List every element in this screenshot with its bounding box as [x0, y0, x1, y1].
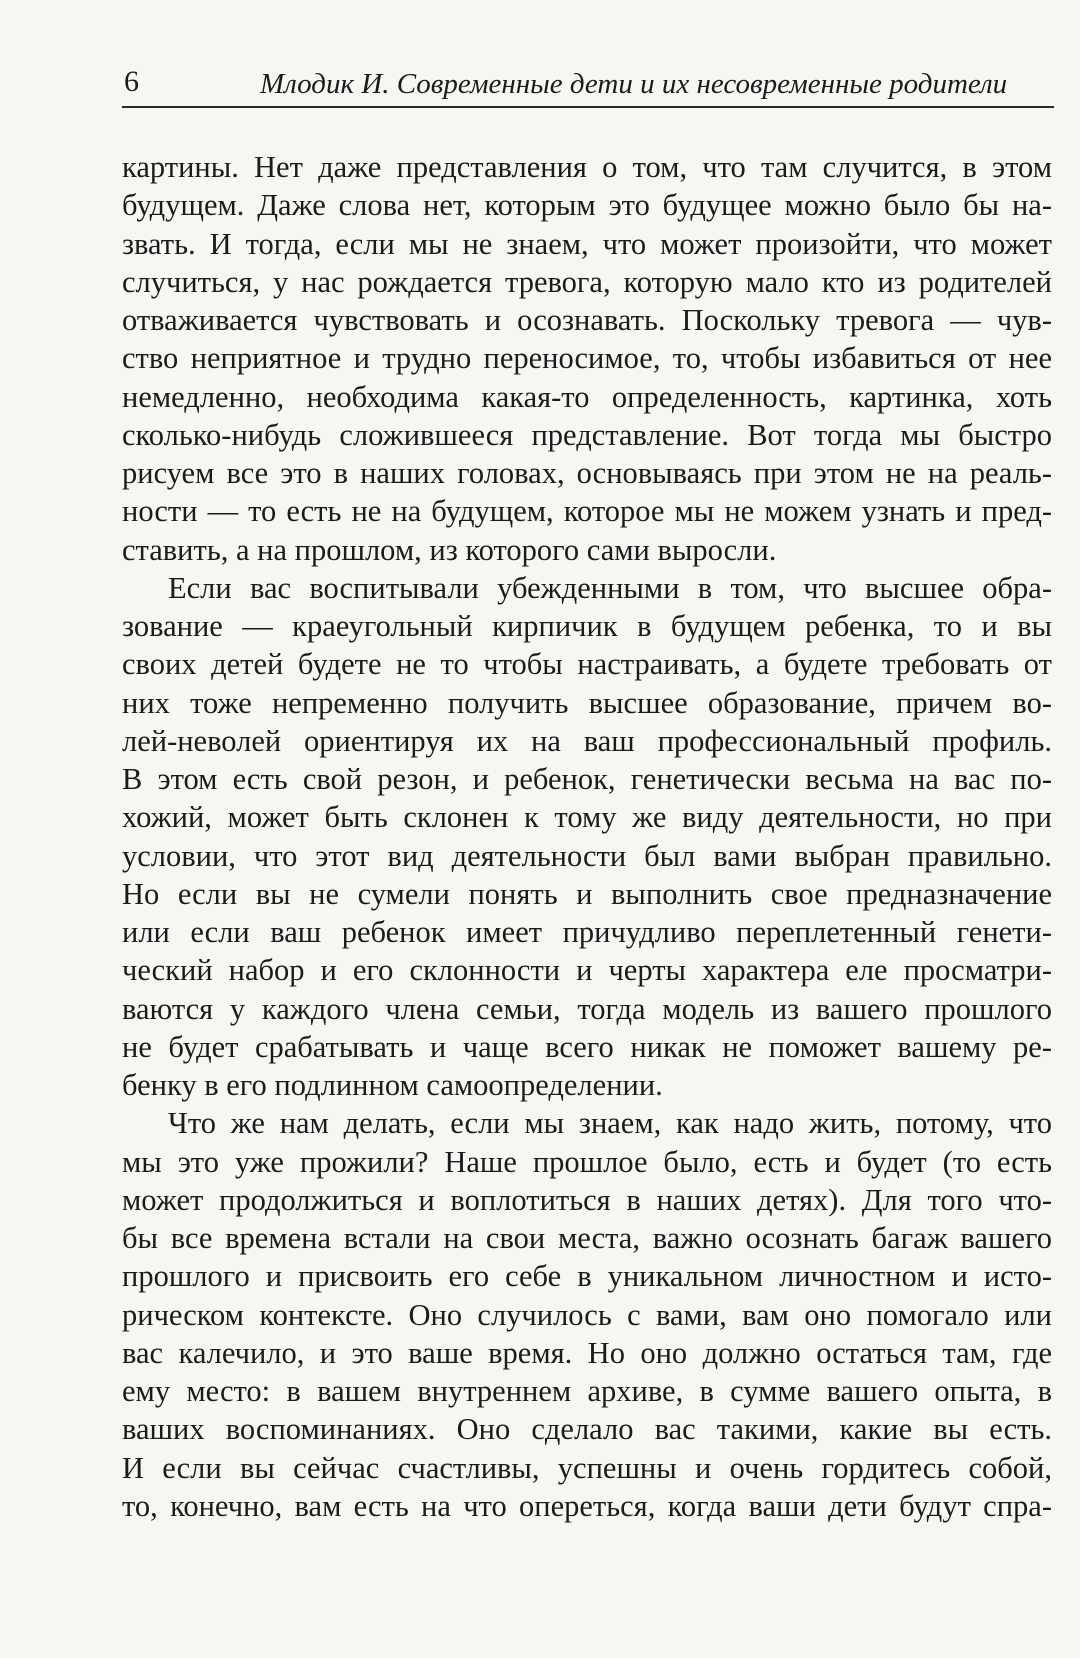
text-line: Что же нам делать, если мы знаем, как надо жить, потому, что	[168, 1106, 1052, 1141]
text-line: лей-неволей ориентируя их на ваш профессиональный профиль.	[122, 723, 1052, 758]
body-text	[122, 148, 1052, 1525]
header-rule	[122, 106, 1054, 108]
text-line: В этом есть свой резон, и ребенок, генетически весьма на вас по-	[122, 762, 1052, 796]
text-line: хожий, может быть склонен к тому же виду деятельности, но при	[122, 800, 1052, 835]
text-line: бенку в его подлинном самоопределении.	[122, 1068, 663, 1102]
text-line: ваших воспоминаниях. Оно сделало вас такими, какие вы есть.	[122, 1412, 1052, 1447]
text-line: ваются у каждого члена семьи, тогда модель из вашего прошлого	[122, 991, 1052, 1026]
text-line: них тоже непременно получить высшее образование, причем во-	[122, 685, 1052, 720]
text-line: то, конечно, вам есть на что опереться, когда ваши дети будут спра-	[122, 1488, 1052, 1523]
text-line: И если вы сейчас счастливы, успешны и очень гордитесь собой,	[122, 1450, 1052, 1485]
text-line: мы это уже прожили? Наше прошлое было, есть и будет (то есть	[122, 1144, 1052, 1179]
text-line: прошлого и присвоить его себе в уникальном личностном и исто-	[122, 1259, 1052, 1294]
page-header	[120, 56, 1055, 106]
text-line: не будет срабатывать и чаще всего никак не поможет вашему ре-	[122, 1029, 1052, 1064]
text-line: ставить, а на прошлом, из которого сами выросли.	[122, 532, 777, 567]
text-line: ности — то есть не на будущем, которое мы не можем узнать и пред-	[122, 494, 1052, 529]
text-line: или если ваш ребенок имеет причудливо переплетенный генети-	[122, 915, 1052, 949]
text-line: зование — краеугольный кирпичик в будущем ребенка, то и вы	[122, 609, 1052, 643]
text-line: рисуем все это в наших головах, основываясь при этом не на реаль-	[122, 456, 1052, 490]
text-line: ческий набор и его склонности и черты характера еле просматри-	[122, 953, 1052, 988]
text-line: может продолжиться и воплотиться в наших детях). Для того что-	[122, 1182, 1052, 1217]
text-line: случиться, у нас рождается тревога, которую мало кто из родителей	[122, 264, 1052, 299]
text-line: условии, что этот вид деятельности был вами выбран правильно.	[122, 838, 1052, 873]
text-line: сколько-нибудь сложившееся представление. Вот тогда мы быстро	[122, 417, 1052, 452]
text-line: картины. Нет даже представления о том, что там случится, в этом	[122, 150, 1052, 184]
text-line: бы все времена встали на свои места, важно осознать багаж вашего	[122, 1221, 1052, 1255]
text-line: звать. И тогда, если мы не знаем, что может произойти, что может	[122, 226, 1052, 261]
text-line: Если вас воспитывали убежденными в том, что высшее обра-	[168, 570, 1052, 605]
text-line: вас калечило, и это ваше время. Но оно должно остаться там, где	[122, 1335, 1052, 1370]
page-number: 6	[124, 65, 139, 98]
text-line: Но если вы не сумели понять и выполнить свое предназначение	[122, 876, 1052, 911]
text-line: ему место: в вашем внутреннем архиве, в сумме вашего опыта, в	[122, 1374, 1052, 1408]
text-line: немедленно, необходима какая-то определенность, картинка, хоть	[122, 379, 1052, 414]
text-line: своих детей будете не то чтобы настраивать, а будете требовать от	[122, 647, 1052, 682]
text-line: отваживается чувствовать и осознавать. Поскольку тревога — чув-	[122, 303, 1052, 337]
text-line: рическом контексте. Оно случилось с вами, вам оно помогало или	[122, 1297, 1052, 1332]
text-line: будущем. Даже слова нет, которым это будущее можно было бы на-	[122, 188, 1052, 223]
running-head: Млодик И. Современные дети и их несовременные родители	[260, 68, 1008, 100]
text-line: ство неприятное и трудно переносимое, то, чтобы избавиться от нее	[122, 341, 1052, 376]
